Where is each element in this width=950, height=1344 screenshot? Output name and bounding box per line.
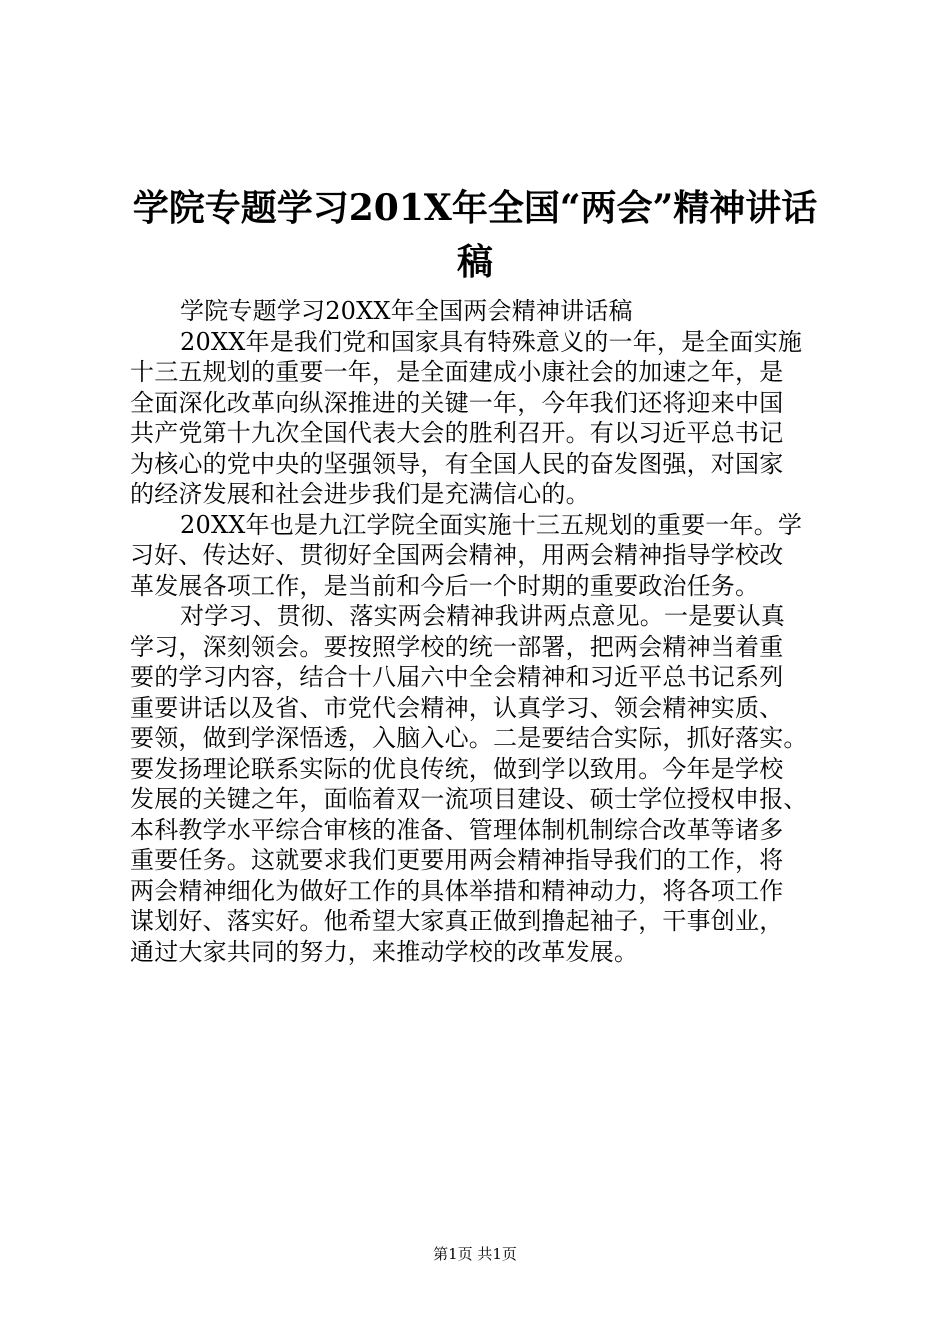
body-line: 要领，做到学深悟透，入脑入心。二是要结合实际，抓好落实。	[130, 724, 808, 752]
body-line: 两会精神细化为做好工作的具体举措和精神动力，将各项工作	[130, 876, 784, 905]
body-line: 谋划好、落实好。他希望大家真正做到撸起袖子，干事创业，	[130, 907, 784, 935]
document-body	[130, 296, 840, 967]
document-title-line-2: 稿	[456, 241, 493, 283]
body-line: 革发展各项工作，是当前和今后一个时期的重要政治任务。	[130, 571, 760, 600]
page-number-footer: 第1页 共1页	[433, 1245, 517, 1263]
body-line: 重要任务。这就要求我们更要用两会精神指导我们的工作，将	[130, 846, 784, 874]
body-line: 要的学习内容，结合十八届六中全会精神和习近平总书记系列	[130, 663, 784, 691]
body-line: 学院专题学习20XX年全国两会精神讲话稿	[180, 297, 633, 325]
body-line: 共产党第十九次全国代表大会的胜利召开。有以习近平总书记	[130, 419, 784, 447]
body-line: 的经济发展和社会进步我们是充满信心的。	[130, 480, 590, 508]
body-line: 全面深化改革向纵深推进的关键一年，今年我们还将迎来中国	[130, 388, 784, 417]
body-line: 学习，深刻领会。要按照学校的统一部署，把两会精神当着重	[130, 632, 784, 661]
body-line: 习好、传达好、贯彻好全国两会精神，用两会精神指导学校改	[130, 541, 784, 569]
body-line: 要发扬理论联系实际的优良传统，做到学以致用。今年是学校	[130, 754, 784, 783]
body-line: 为核心的党中央的坚强领导，有全国人民的奋发图强，对国家	[130, 449, 784, 478]
body-line: 重要讲话以及省、市党代会精神，认真学习、领会精神实质、	[130, 693, 784, 722]
document-title-line-1: 学院专题学习201X年全国“两会”精神讲话	[132, 187, 818, 229]
body-line: 通过大家共同的努力，来推动学校的改革发展。	[130, 937, 639, 966]
body-line: 本科教学水平综合审核的准备、管理体制机制综合改革等诸多	[130, 815, 784, 844]
body-line: 十三五规划的重要一年，是全面建成小康社会的加速之年，是	[130, 358, 784, 386]
body-line: 发展的关键之年，面临着双一流项目建设、硕士学位授权申报、	[130, 785, 808, 813]
body-line: 20XX年也是九江学院全面实施十三五规划的重要一年。学	[180, 510, 803, 539]
body-line: 20XX年是我们党和国家具有特殊意义的一年，是全面实施	[180, 327, 803, 356]
body-line: 对学习、贯彻、落实两会精神我讲两点意见。一是要认真	[180, 602, 785, 630]
